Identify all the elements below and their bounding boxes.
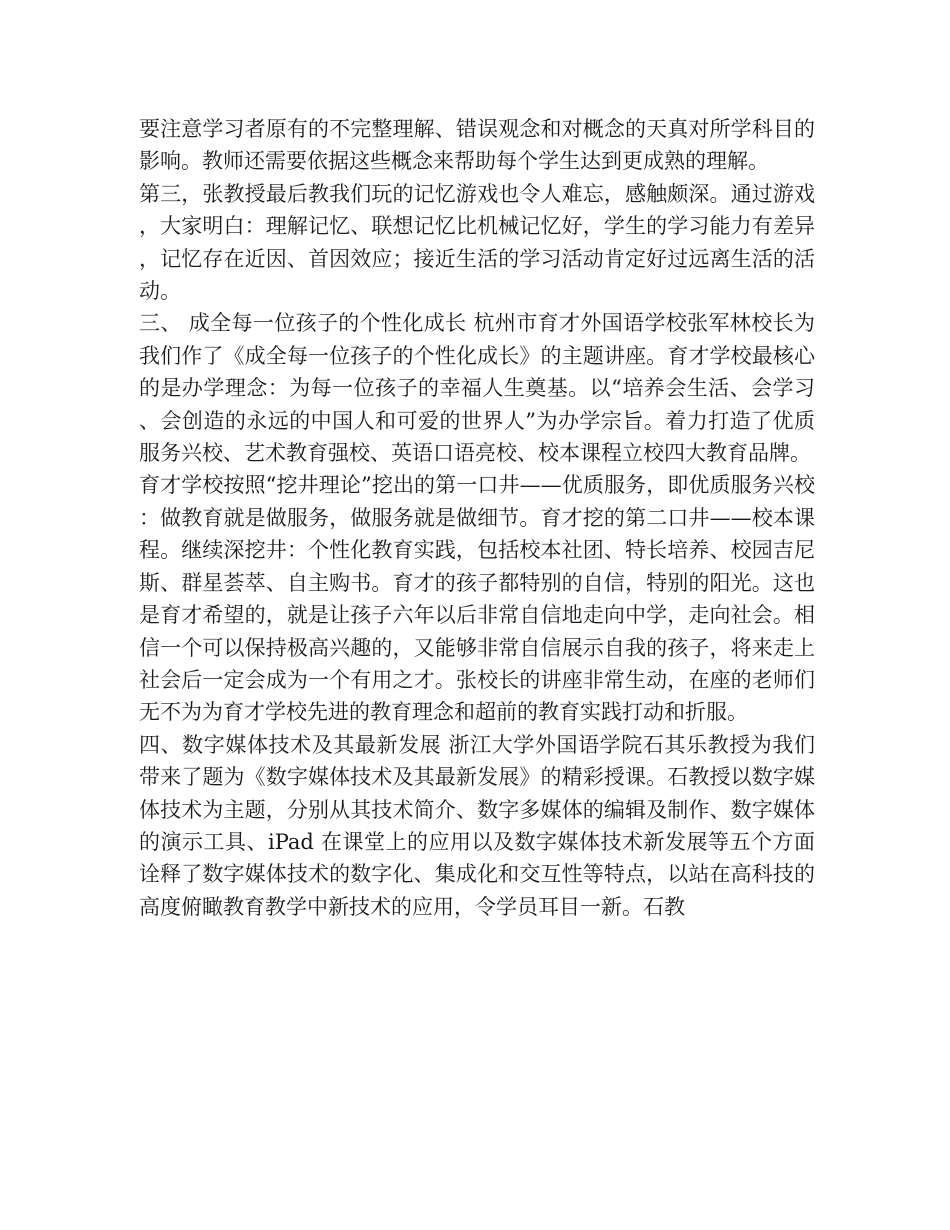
paragraph-section-three-heading: 三、 成全每一位孩子的个性化成长 杭州市育才外国语学校张军林校长为我们作了《成全每一位孩子的个性化成长》的主题讲座。育才学校最核心的是办学理念：为每一位孩子的幸福人生奠基。以“培养会生活、会学习、会创造的永远的中国人和可爱的世界人”为办学宗旨。着力打造了优质服务兴校、艺术教育强校、英语口语亮校、校本课程立校四大教育品牌。 xyxy=(139,311,815,466)
paragraph-memory-game: 第三，张教授最后教我们玩的记忆游戏也令人难忘，感触颇深。通过游戏，大家明白：理解记忆、联想记忆比机械记忆好，学生的学习能力有差异，记忆存在近因、首因效应；接近生活的学习活动肯定好过远离生活的活动。 xyxy=(139,181,815,304)
paragraph-yucai-school-wells: 育才学校按照“挖井理论”挖出的第一口井——优质服务，即优质服务兴校：做教育就是做服务，做服务就是做细节。育才挖的第二口井——校本课程。继续深挖井：个性化教育实践，包括校本社团、特长培养、校园吉尼斯、群星荟萃、自主购书。育才的孩子都特别的自信，特别的阳光。这也是育才希望的，就是让孩子六年以后非常自信地走向中学，走向社会。相信一个可以保持极高兴趣的，又能够非常自信展示自我的孩子，将来走上社会后一定会成为一个有用之才。张校长的讲座非常生动，在座的老师们无不为为育才学校先进的教育理念和超前的教育实践打动和折服。 xyxy=(139,473,815,725)
document-body xyxy=(139,113,815,923)
paragraph-section-four-digital-media: 四、数字媒体技术及其最新发展 浙江大学外国语学院石其乐教授为我们带来了题为《数字媒体技术及其最新发展》的精彩授课。石教授以数字媒体技术为主题，分别从其技术简介、数字多媒体的编辑及制作、数字媒体的演示工具、iPad 在课堂上的应用以及数字媒体技术新发展等五个方面诠释了数字媒体技术的数字化、集成化和交互性等特点，以站在高科技的高度俯瞰教育教学中新技术的应用，令学员耳目一新。石教 xyxy=(139,732,815,919)
paragraph-learner-misconceptions: 要注意学习者原有的不完整理解、错误观念和对概念的天真对所学科目的影响。教师还需要依据这些概念来帮助每个学生达到更成熟的理解。 xyxy=(139,117,815,174)
